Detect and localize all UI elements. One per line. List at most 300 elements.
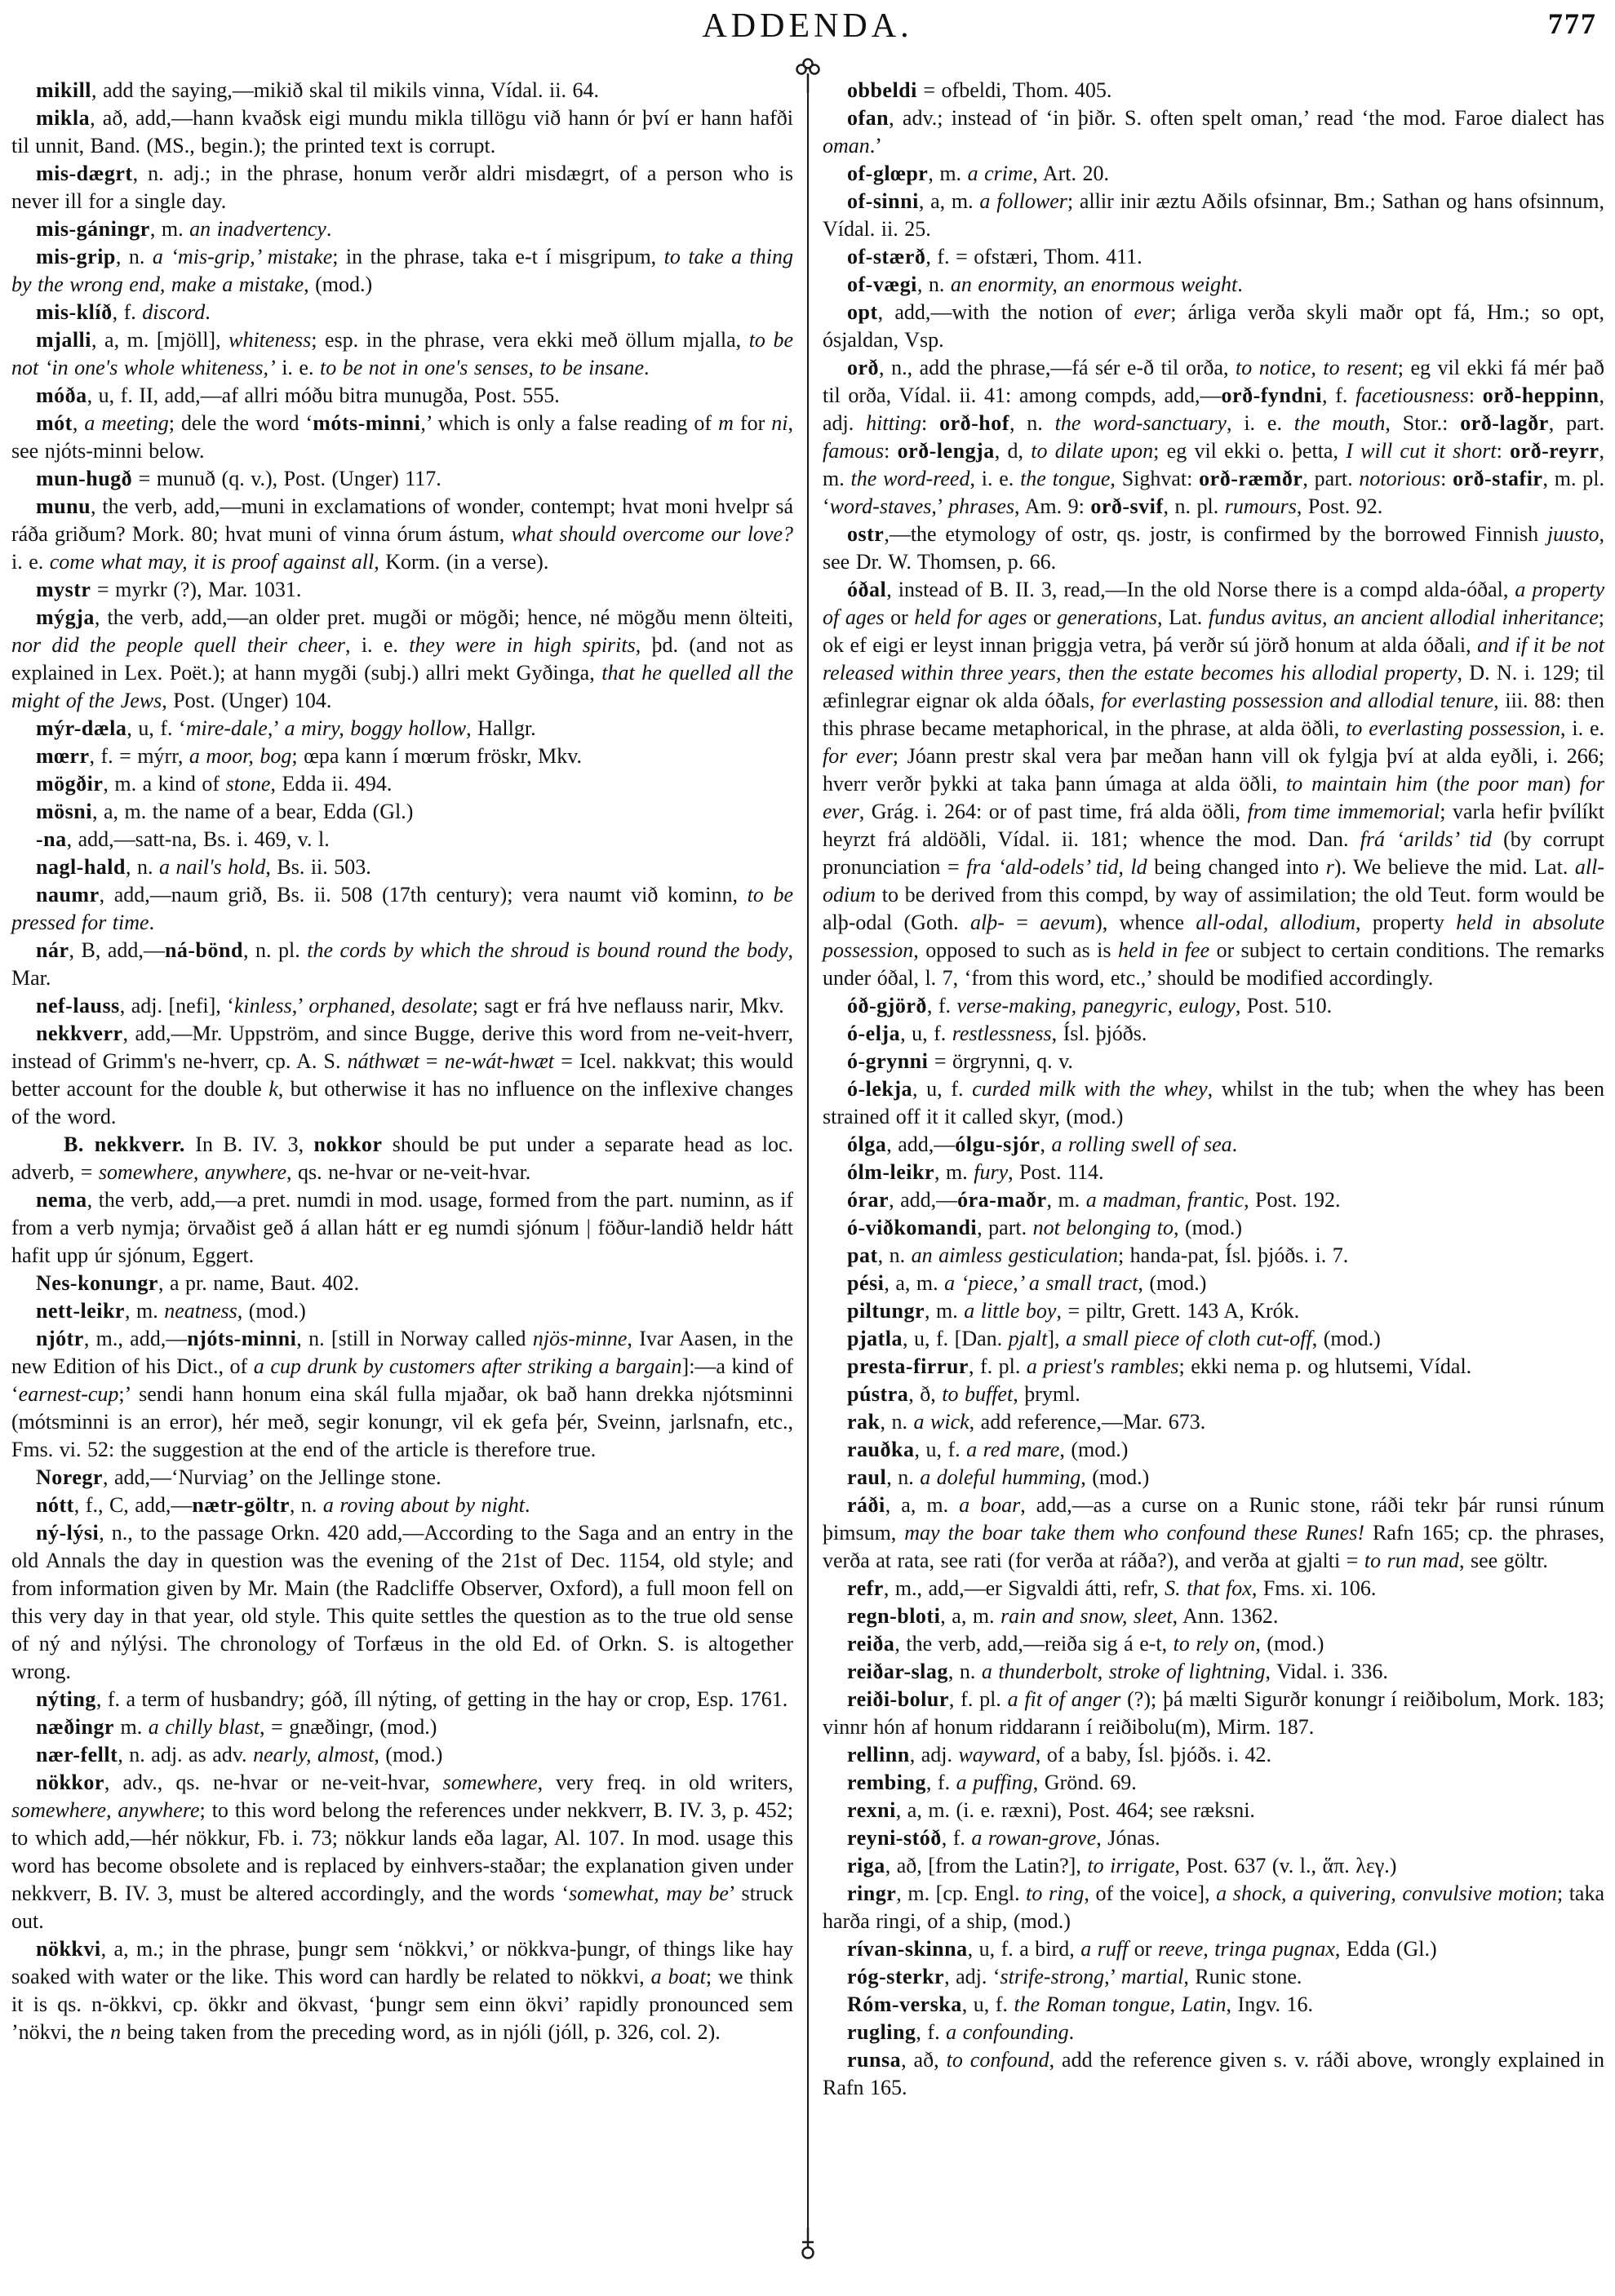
gloss-italic: a crime xyxy=(967,162,1033,185)
gloss-italic: to take a thing by the wrong end, make a mistake xyxy=(11,245,794,296)
dictionary-entry: ó-grynni = örgrynni, q. v. xyxy=(847,1049,1073,1073)
column-right xyxy=(823,77,1604,2102)
headword: mis-gáningr xyxy=(36,217,150,241)
headword: pjatla xyxy=(847,1327,903,1350)
gloss-italic: frá ‘arilds’ tid xyxy=(1360,827,1492,851)
gloss-italic: for everlasting possession and allodial tenure xyxy=(1101,689,1494,712)
headword: piltungr xyxy=(847,1299,925,1323)
headword: mun-hugð xyxy=(36,467,133,490)
gloss-italic: to notice, to resent xyxy=(1236,356,1398,379)
gloss-italic: a priest's rambles xyxy=(1026,1354,1179,1378)
gloss-italic: to everlasting possession xyxy=(1346,716,1560,740)
headword: orð xyxy=(847,356,880,379)
column-divider-rule xyxy=(807,91,809,2232)
gloss-italic: náthwæt xyxy=(347,1049,419,1073)
gloss-italic: a chilly blast xyxy=(148,1715,260,1739)
dictionary-entry: Nes-konungr, a pr. name, Baut. 402. xyxy=(36,1271,360,1295)
gloss-italic: to be pressed for time xyxy=(11,883,794,934)
gloss-italic: k xyxy=(268,1077,278,1101)
gloss-italic: to buffet xyxy=(942,1382,1014,1406)
headword: riga xyxy=(847,1854,885,1877)
gloss-italic: for ever xyxy=(823,772,1604,823)
gloss-italic: all-odium xyxy=(823,855,1604,906)
gloss-italic: to rely on xyxy=(1173,1632,1256,1656)
headword: munu xyxy=(36,494,91,518)
headword: regn-bloti xyxy=(847,1604,941,1628)
headword: ráði xyxy=(847,1493,885,1517)
gloss-italic: a miry, boggy hollow xyxy=(284,716,467,740)
column-left xyxy=(11,77,793,2046)
gloss-italic: and if it be not released within three years, then the estate becomes his allodial property xyxy=(823,633,1604,685)
gloss-italic: a meeting xyxy=(84,411,169,435)
headword: nær-fellt xyxy=(36,1743,118,1766)
gloss-italic: a roving about by night xyxy=(322,1493,526,1517)
headword: orð-svif xyxy=(1090,494,1164,518)
dictionary-entry: mis-gáningr, m. an inadvertency. xyxy=(36,217,332,241)
gloss-italic: the mouth xyxy=(1293,411,1386,435)
headword: of-sinni xyxy=(847,189,919,213)
headword: róg-sterkr xyxy=(847,1965,945,1988)
dictionary-entry: of-glœpr, m. a crime, Art. 20. xyxy=(847,162,1109,185)
gloss-italic: a follower xyxy=(979,189,1067,213)
dictionary-entry: pjatla, u, f. [Dan. pjalt], a small piece of cloth cut-off, (mod.) xyxy=(847,1327,1381,1350)
dictionary-entry: ráði, a, m. a boar, add,—as a curse on a Runic stone, ráði tekr þár runsi rúnum þimsum, may the boar take them who confound these Runes! Rafn 165; cp. the phrases, verða at rata, see rati (for verða at ráða?), and verða at gjalti = to run mad, see göltr. xyxy=(823,1493,1605,1572)
gloss-italic: to confound xyxy=(946,2048,1049,2072)
dictionary-entry: ó-lekja, u, f. curded milk with the whey, whilst in the tub; when the whey has been strained off it it called skyr, (mod.) xyxy=(823,1077,1604,1128)
headword: óra-maðr xyxy=(957,1188,1047,1212)
dictionary-entry: mis-klíð, f. discord. xyxy=(36,300,211,324)
dictionary-entry: of-sinni, a, m. a follower; allir inir æztu Aðils ofsinnar, Bm.; Sathan og hans ofsinnum, Vídal. ii. 25. xyxy=(823,189,1604,241)
headword: rellinn xyxy=(847,1743,910,1766)
headword: rak xyxy=(847,1410,881,1434)
headword: nett-leikr xyxy=(36,1299,125,1323)
gloss-italic: to ring xyxy=(1026,1882,1085,1905)
gloss-italic: curded milk with the whey xyxy=(972,1077,1208,1101)
dictionary-entry: rívan-skinna, u, f. a bird, a ruff or reeve, tringa pugnax, Edda (Gl.) xyxy=(847,1937,1437,1961)
dictionary-entry: ó-viðkomandi, part. not belonging to, (mod.) xyxy=(847,1216,1243,1239)
headword: pústra xyxy=(847,1382,909,1406)
gloss-italic: an enormity, an enormous weight xyxy=(950,273,1238,296)
gloss-italic: orphaned, desolate xyxy=(308,994,473,1017)
gloss-italic: nor did the people quell their cheer xyxy=(11,633,346,657)
gloss-italic: r xyxy=(1325,855,1334,879)
dictionary-entry: reiða, the verb, add,—reiða sig á e-t, to rely on, (mod.) xyxy=(847,1632,1324,1656)
gloss-italic: a wick xyxy=(913,1410,969,1434)
headword: nýting xyxy=(36,1687,96,1711)
gloss-italic: notorious xyxy=(1359,467,1441,490)
gloss-italic: a puffing xyxy=(956,1771,1033,1794)
dictionary-entry: Noregr, add,—‘Nurviag’ on the Jellinge stone. xyxy=(36,1465,441,1489)
dictionary-entry: -na, add,—satt-na, Bs. i. 469, v. l. xyxy=(36,827,330,851)
dictionary-entry: næðingr m. a chilly blast, = gnæðingr, (mod.) xyxy=(36,1715,437,1739)
dictionary-entry: órar, add,—óra-maðr, m. a madman, frantic, Post. 192. xyxy=(847,1188,1341,1212)
headword: mjalli xyxy=(36,328,91,352)
gloss-italic: word-staves xyxy=(829,494,932,518)
gloss-italic: to run mad xyxy=(1364,1549,1459,1572)
dictionary-entry: njótr, m., add,—njóts-minni, n. [still in Norway called njös-minne, Ivar Aasen, in the new Edition of his Dict., of a cup drunk by customers after striking a bargain]:—a kind of ‘earnest-cup;’ sendi hann honum eina skál fulla mjaðar, ok bað hann drekka njótsminni (mótsminni is an error), hér með, segir konungr, vil ek gefa þér, Sveinn, jarlsnafn, etc., Fms. vi. 52: the suggestion at the end of the article is therefore true. xyxy=(11,1327,794,1461)
dictionary-entry: nagl-hald, n. a nail's hold, Bs. ii. 503. xyxy=(36,855,371,879)
headword: raul xyxy=(847,1465,887,1489)
dictionary-entry: pústra, ð, to buffet, þryml. xyxy=(847,1382,1080,1406)
gloss-italic: verse-making, panegyric, eulogy xyxy=(956,994,1236,1017)
dictionary-entry: regn-bloti, a, m. rain and snow, sleet, Ann. 1362. xyxy=(847,1604,1279,1628)
gloss-italic: mire-dale xyxy=(185,716,268,740)
gloss-italic: a rowan-grove xyxy=(971,1826,1097,1850)
headword: mis-klíð xyxy=(36,300,113,324)
headword: mót xyxy=(36,411,73,435)
gloss-italic: facetiousness xyxy=(1355,383,1469,407)
headword: móða xyxy=(36,383,87,407)
divider-ornament-bottom xyxy=(792,2227,823,2267)
dictionary-entry: reiðar-slag, n. a thunderbolt, stroke of lightning, Vidal. i. 336. xyxy=(847,1660,1388,1683)
dictionary-entry: presta-firrur, f. pl. a priest's rambles; ekki nema p. og hlutsemi, Vídal. xyxy=(847,1354,1472,1378)
dictionary-entry: naumr, add,—naum grið, Bs. ii. 508 (17th century); vera naumt við kominn, to be pressed for time. xyxy=(11,883,794,934)
gloss-italic: somewhere, anywhere xyxy=(98,1160,287,1184)
dictionary-entry: of-vægi, n. an enormity, an enormous weight. xyxy=(847,273,1243,296)
gloss-italic: I will cut it short xyxy=(1346,439,1497,463)
gloss-italic: aevum xyxy=(1040,911,1096,934)
gloss-italic: somewhere, anywhere xyxy=(11,1798,200,1822)
dictionary-entry: ó-elja, u, f. restlessness, Ísl. þjóðs. xyxy=(847,1022,1147,1045)
dictionary-entry: raul, n. a doleful humming, (mod.) xyxy=(847,1465,1150,1489)
dictionary-entry: orð, n., add the phrase,—fá sér e-ð til orða, to notice, to resent; eg vil ekki fá mér það til orða, Vídal. ii. 41: among compds, add,—orð-fyndni, f. facetiousness: orð-heppinn, adj. hitting: orð-hof, n. the word-sanctuary, i. e. the mouth, Stor.: orð-lagðr, part. famous: orð-lengja, d, to dilate upon; eg vil ekki o. þetta, I will cut it short: orð-reyrr, m. the word-reed, i. e. the tongue, Sighvat: orð-ræmðr, part. notorious: orð-stafir, m. pl. ‘word-staves,’ phrases, Am. 9: orð-svif, n. pl. rumours, Post. 92. xyxy=(823,356,1605,518)
gloss-italic: may the boar take them who confound these Runes! xyxy=(904,1521,1364,1545)
dictionary-entry: obbeldi = ofbeldi, Thom. 405. xyxy=(847,78,1112,102)
gloss-italic: for ever xyxy=(823,744,893,768)
gloss-italic: phrases xyxy=(948,494,1015,518)
gloss-italic: reeve, tringa pugnax xyxy=(1157,1937,1335,1961)
dictionary-entry: riga, að, [from the Latin?], to irrigate, Post. 637 (v. l., ἅπ. λεγ.) xyxy=(847,1854,1397,1877)
dictionary-entry: mis-dægrt, n. adj.; in the phrase, honum verðr aldri misdægrt, of a person who is never ill for a single day. xyxy=(11,162,793,213)
gloss-italic: the tongue xyxy=(1020,467,1111,490)
dictionary-entry: mjalli, a, m. [mjöll], whiteness; esp. in the phrase, vera ekki með öllum mjalla, to be not ‘in one's whole whiteness,’ i. e. to be not in one's senses, to be insane. xyxy=(11,328,794,379)
dictionary-entry: nef-lauss, adj. [nefi], ‘kinless,’ orphaned, desolate; sagt er frá hve neflauss narir, Mkv. xyxy=(36,994,784,1017)
gloss-italic: held in fee xyxy=(1117,938,1210,962)
dictionary-entry: nær-fellt, n. adj. as adv. nearly, almost, (mod.) xyxy=(36,1743,443,1766)
gloss-italic: a ‘piece,’ a small tract xyxy=(944,1271,1138,1295)
headword: reiða xyxy=(847,1632,895,1656)
gloss-italic: ni xyxy=(771,411,788,435)
headword: refr xyxy=(847,1576,884,1600)
dictionary-entry: pési, a, m. a ‘piece,’ a small tract, (mod.) xyxy=(847,1271,1207,1295)
dictionary-entry: mót, a meeting; dele the word ‘móts-minni,’ which is only a false reading of m for ni, see njóts-minni below. xyxy=(11,411,794,463)
dictionary-entry: rugling, f. a confounding. xyxy=(847,2020,1075,2044)
gloss-italic: S. that fox xyxy=(1165,1576,1252,1600)
headword: Noregr xyxy=(36,1465,103,1489)
headword: naumr xyxy=(36,883,100,906)
gloss-italic: a ‘mis-grip,’ mistake xyxy=(152,245,333,268)
gloss-italic: alþ- xyxy=(970,911,1005,934)
trefoil-finial-icon xyxy=(792,57,823,93)
dictionary-entry: ringr, m. [cp. Engl. to ring, of the voice], a shock, a quivering, convulsive motion; taka harða ringi, of a ship, (mod.) xyxy=(823,1882,1604,1933)
gloss-italic: an inadvertency xyxy=(189,217,326,241)
headword: ringr xyxy=(847,1882,897,1905)
dictionary-entry: runsa, að, to confound, add the reference given s. v. ráði above, wrongly explained in Rafn 165. xyxy=(823,2048,1605,2099)
headword: ó-viðkomandi xyxy=(847,1216,978,1239)
headword: reyni-stóð xyxy=(847,1826,942,1850)
dictionary-entry: mikill, add the saying,—mikið skal til mikils vinna, Vídal. ii. 64. xyxy=(36,78,599,102)
dictionary-entry: mis-grip, n. a ‘mis-grip,’ mistake; in the phrase, taka e-t í misgripum, to take a thing by the wrong end, make a mistake, (mod.) xyxy=(11,245,794,296)
headword: ný-lýsi xyxy=(36,1521,100,1545)
dictionary-entry: rexni, a, m. (i. e. ræxni), Post. 464; see ræksni. xyxy=(847,1798,1255,1822)
dictionary-entry: piltungr, m. a little boy, = piltr, Grett. 143 A, Krók. xyxy=(847,1299,1300,1323)
gloss-italic: restlessness xyxy=(952,1022,1052,1045)
gloss-italic: a nail's hold xyxy=(159,855,266,879)
headword: mystr xyxy=(36,578,91,601)
dictionary-entry: óðal, instead of B. II. 3, read,—In the old Norse there is a compd alda-óðal, a property of ages or held for ages or generations, Lat. fundus avitus, an ancient allodial inheritance; ok ef eigi er leyst innan þriggja vetra, þá verðr sú jörð honum at alda óðali, and if it be not released within three years, then the estate becomes his allodial property, D. N. i. 129; til æfinlegrar eignar ok alda óðals, for everlasting possession and allodial tenure, iii. 88: then this phrase became metaphorical, in the phrase, at alda öðli, to everlasting possession, i. e. for ever; Jóann prestr skal vera þar meðan hann vill ok fylgja því at alda eyðli, i. 266; hverr verðr þykki at taka þann úmaga at alda öðli, to maintain him (the poor man) for ever, Grág. i. 264: or of past time, frá alda öðli, from time immemorial; varla hefir þvílíkt heyrzt frá aldöðli, Vídal. ii. 181; whence the mod. Dan. frá ‘arilds’ tid (by corrupt pronunciation = fra ‘ald-odels’ tid, ld being changed into r). We believe the mid. Lat. all-odium to be derived from this compd, by way of assimilation; the old Teut. form would be alþ-odal (Goth. alþ- = aevum), whence all-odal, allodium, property held in absolute possession, opposed to such as is held in fee or subject to certain conditions. The remarks under óðal, l. 7, ‘from this word, etc.,’ should be modified accordingly. xyxy=(823,578,1605,990)
gloss-italic: a doleful humming xyxy=(920,1465,1081,1489)
headword: nökkvi xyxy=(36,1937,101,1961)
headword: óð-gjörð xyxy=(847,994,927,1017)
gloss-italic: fra ‘ald-odels’ tid, ld xyxy=(966,855,1147,879)
gloss-italic: juusto xyxy=(1546,522,1599,546)
headword: mýr-dæla xyxy=(36,716,127,740)
headword: ná-bönd xyxy=(164,938,243,962)
gloss-italic: somewhat, may be xyxy=(569,1882,729,1905)
headword: mis-grip xyxy=(36,245,116,268)
headword: ofan xyxy=(847,106,890,130)
dictionary-entry: mösni, a, m. the name of a bear, Edda (Gl.) xyxy=(36,800,414,823)
gloss-italic: m xyxy=(718,411,734,435)
headword: orð-lagðr xyxy=(1460,411,1549,435)
dictionary-entry: reiði-bolur, f. pl. a fit of anger (?); þá mælti Sigurðr konungr í reiðibolum, Mork. 183; vinnr hón af honum riddarann í reiðibolu(m), Mirm. 187. xyxy=(823,1687,1604,1739)
headword: rívan-skinna xyxy=(847,1937,968,1961)
dictionary-entry: nótt, f., C, add,—nætr-göltr, n. a roving about by night. xyxy=(36,1493,530,1517)
dictionary-entry: refr, m., add,—er Sigvaldi átti, refr, S. that fox, Fms. xi. 106. xyxy=(847,1576,1377,1600)
headword: njótr xyxy=(36,1327,84,1350)
gloss-italic: a boat xyxy=(650,1965,706,1988)
gloss-italic: n xyxy=(110,2020,122,2044)
headword: orð-stafir xyxy=(1453,467,1543,490)
dictionary-entry: rauðka, u, f. a red mare, (mod.) xyxy=(847,1438,1129,1461)
gloss-italic: a shock, a quivering, convulsive motion xyxy=(1216,1882,1557,1905)
headword: mœrr xyxy=(36,744,90,768)
headword: ó-grynni xyxy=(847,1049,929,1073)
gloss-italic: a thunderbolt, stroke of lightning xyxy=(981,1660,1266,1683)
gloss-italic: they were in high spirits xyxy=(409,633,636,657)
gloss-italic: generations xyxy=(1057,605,1158,629)
gloss-italic: the cords by which the shroud is bound round the body xyxy=(307,938,788,962)
gloss-italic: wayward xyxy=(958,1743,1036,1766)
gloss-italic: all-odal, allodium xyxy=(1196,911,1355,934)
headword: rauðka xyxy=(847,1438,915,1461)
headword: mýgja xyxy=(36,605,95,629)
headword: pési xyxy=(847,1271,885,1295)
dictionary-entry: opt, add,—with the notion of ever; árliga verða skyli maðr opt fá, Hm.; so opt, ósjaldan, Vsp. xyxy=(823,300,1605,352)
headword: presta-firrur xyxy=(847,1354,969,1378)
headword: nótt xyxy=(36,1493,74,1517)
dictionary-entry: nema, the verb, add,—a pret. numdi in mod. usage, formed from the part. numinn, as if from a verb nymja; örvaðist geð á allan hátt er eg numdi sjónum | föður-landið heldr hátt hafit upp úr sjónum, Eggert. xyxy=(11,1188,793,1267)
dictionary-entry: nökkor, adv., qs. ne-hvar or ne-veit-hvar, somewhere, very freq. in old writers, somewhere, anywhere; to this word belong the references under nekkverr, B. IV. 3, p. 452; to which add,—hér nökkur, Fb. i. 73; nökkur lands eða lagar, Al. 107. In mod. usage this word has become obsolete and is replaced by einhvers-staðar; the explanation given under nekkverr, B. IV. 3, must be altered accordingly, and the words ‘somewhat, may be’ struck out. xyxy=(11,1771,794,1933)
headword: reiðar-slag xyxy=(847,1660,948,1683)
gloss-italic: ne-wát-hwæt xyxy=(444,1049,555,1073)
dictionary-entry: mun-hugð = munuð (q. v.), Post. (Unger) 117. xyxy=(36,467,441,490)
gloss-italic: a red mare xyxy=(966,1438,1060,1461)
headword: nema xyxy=(36,1188,87,1212)
orb-finial-icon xyxy=(792,2227,823,2263)
gloss-italic: a madman, frantic xyxy=(1085,1188,1245,1212)
gloss-italic: oman xyxy=(823,134,870,157)
gloss-italic: kinless xyxy=(233,994,292,1017)
dictionary-entry: mystr = myrkr (?), Mar. 1031. xyxy=(36,578,302,601)
gloss-italic: to maintain him xyxy=(1286,772,1428,796)
headword: rembing xyxy=(847,1771,926,1794)
gloss-italic: the Roman tongue, Latin xyxy=(1014,1992,1227,2016)
headword: mösni xyxy=(36,800,92,823)
gloss-italic: ever xyxy=(1134,300,1171,324)
gloss-italic: come what may, it is proof against all xyxy=(49,550,375,574)
gloss-italic: held in absolute possession xyxy=(823,911,1605,962)
headword: nef-lauss xyxy=(36,994,120,1017)
gloss-italic: to irrigate xyxy=(1087,1854,1175,1877)
gloss-italic: to dilate upon xyxy=(1031,439,1154,463)
headword: ó-lekja xyxy=(847,1077,913,1101)
gloss-italic: what should overcome our love? xyxy=(511,522,793,546)
gloss-italic: an aimless gesticulation xyxy=(911,1243,1118,1267)
gloss-italic: not belonging to xyxy=(1032,1216,1174,1239)
dictionary-entry: ofan, adv.; instead of ‘in þiðr. S. often spelt oman,’ read ‘the mod. Faroe dialect has oman.’ xyxy=(823,106,1604,157)
gloss-italic: a fit of anger xyxy=(1007,1687,1121,1711)
headword: ostr xyxy=(847,522,885,546)
headword: mikill xyxy=(36,78,92,102)
gloss-italic: the word-reed xyxy=(850,467,970,490)
headword: rugling xyxy=(847,2020,916,2044)
gloss-italic: whiteness xyxy=(228,328,312,352)
dictionary-entry: ólga, add,—ólgu-sjór, a rolling swell of sea. xyxy=(847,1132,1238,1156)
dictionary-entry: B. nekkverr. In B. IV. 3, nokkor should be put under a separate head as loc. adverb, = somewhere, anywhere, qs. ne-hvar or ne-veit-hvar. xyxy=(11,1132,793,1184)
headword: -na xyxy=(36,827,67,851)
headword: pat xyxy=(847,1243,878,1267)
gloss-italic: famous xyxy=(823,439,885,463)
gloss-italic: somewhere xyxy=(442,1771,538,1794)
headword: ólgu-sjór xyxy=(955,1132,1040,1156)
gloss-italic: rumours xyxy=(1224,494,1297,518)
dictionary-entry: nár, B, add,—ná-bönd, n. pl. the cords by which the shroud is bound round the body, Mar. xyxy=(11,938,793,990)
gloss-italic: the poor man xyxy=(1443,772,1564,796)
headword: Nes-konungr xyxy=(36,1271,158,1295)
gloss-italic: that he quelled all the might of the Jews xyxy=(11,661,793,712)
dictionary-entry: nökkvi, a, m.; in the phrase, þungr sem ‘nökkvi,’ or nökkva-þungr, of things like hay soaked with water or the like. This word can hardly be related to nökkvi, a boat; we think it is qs. n-ökkvi, cp. ökkr and ökvast, ‘þungr sem einn ökvi’ rapidly pronounced sem ’nökvi, the n being taken from the preceding word, as in njóli (jóll, p. 326, col. 2). xyxy=(11,1937,793,2044)
headword: orð-heppinn xyxy=(1482,383,1599,407)
headword: mögðir xyxy=(36,772,104,796)
headword: mikla xyxy=(36,106,91,130)
gloss-italic: a property of ages xyxy=(823,578,1604,629)
headword: orð-hof xyxy=(939,411,1009,435)
dictionary-entry: reyni-stóð, f. a rowan-grove, Jónas. xyxy=(847,1826,1160,1850)
headword: rexni xyxy=(847,1798,896,1822)
headword: B. nekkverr. xyxy=(64,1132,185,1156)
gloss-italic: a small piece of cloth cut-off xyxy=(1065,1327,1312,1350)
headword: runsa xyxy=(847,2048,902,2072)
gloss-italic: earnest-cup xyxy=(18,1382,119,1406)
headword: of-vægi xyxy=(847,273,917,296)
dictionary-entry: óð-gjörð, f. verse-making, panegyric, eulogy, Post. 510. xyxy=(847,994,1333,1017)
dictionary-entry: nett-leikr, m. neatness, (mod.) xyxy=(36,1299,306,1323)
headword: orð-fyndni xyxy=(1221,383,1323,407)
headword: nár xyxy=(36,938,69,962)
headword: nökkor xyxy=(36,1771,104,1794)
gloss-italic: to be not in one's senses, to be insane xyxy=(319,356,644,379)
gloss-italic: a moor, bog xyxy=(189,744,292,768)
dictionary-entry: rellinn, adj. wayward, of a baby, Ísl. þjóðs. i. 42. xyxy=(847,1743,1271,1766)
gloss-italic: a ruff xyxy=(1080,1937,1129,1961)
headword: óðal xyxy=(847,578,887,601)
gloss-italic: strife-strong xyxy=(1000,1965,1105,1988)
gloss-italic: to be not ‘in one's whole whiteness,’ xyxy=(11,328,794,379)
dictionary-entry: of-stærð, f. = ofstæri, Thom. 411. xyxy=(847,245,1142,268)
dictionary-entry: mýr-dæla, u, f. ‘mire-dale,’ a miry, boggy hollow, Hallgr. xyxy=(36,716,536,740)
dictionary-entry: nýting, f. a term of husbandry; góð, íll nýting, of getting in the hay or crop, Esp. 1761. xyxy=(36,1687,788,1711)
dictionary-entry: pat, n. an aimless gesticulation; handa-pat, Ísl. þjóðs. i. 7. xyxy=(847,1243,1349,1267)
dictionary-entry: ólm-leikr, m. fury, Post. 114. xyxy=(847,1160,1104,1184)
headword: njóts-minni xyxy=(187,1327,297,1350)
headword: nætr-göltr xyxy=(192,1493,290,1517)
dictionary-entry: Róm-verska, u, f. the Roman tongue, Latin, Ingv. 16. xyxy=(847,1992,1314,2016)
headword: ólga xyxy=(847,1132,887,1156)
dictionary-entry: mikla, að, add,—hann kvaðsk eigi mundu mikla tillögu við hann ór því er hann hafði til unnit, Band. (MS., begin.); the printed text is corrupt. xyxy=(11,106,793,157)
headword: næðingr xyxy=(36,1715,114,1739)
dictionary-entry: ostr,—the etymology of ostr, qs. jostr, is confirmed by the borrowed Finnish juusto, see Dr. W. Thomsen, p. 66. xyxy=(823,522,1604,574)
headword: orð-reyrr xyxy=(1510,439,1599,463)
gloss-italic: a little boy xyxy=(964,1299,1057,1323)
gloss-italic: the word-sanctuary xyxy=(1054,411,1227,435)
dictionary-entry: mögðir, m. a kind of stone, Edda ii. 494. xyxy=(36,772,393,796)
gloss-italic: nearly, almost xyxy=(253,1743,375,1766)
gloss-italic: fury xyxy=(974,1160,1009,1184)
gloss-italic: martial xyxy=(1120,1965,1184,1988)
dictionary-entry: mœrr, f. = mýrr, a moor, bog; œpa kann í mœrum fröskr, Mkv. xyxy=(36,744,583,768)
headword: nekkverr xyxy=(36,1022,123,1045)
dictionary-entry: munu, the verb, add,—muni in exclamations of wonder, contempt; hvat moni hvelpr sá ráða griðum? Mork. 80; hvat muni of vinna órum ástum, what should overcome our love? i. e. come what may, it is proof against all, Korm. (in a verse). xyxy=(11,494,793,574)
headword: órar xyxy=(847,1188,890,1212)
headword: móts-minni xyxy=(313,411,421,435)
headword: orð-ræmðr xyxy=(1199,467,1303,490)
page-number: 777 xyxy=(1548,7,1597,40)
gloss-italic: discord xyxy=(142,300,206,324)
headword: obbeldi xyxy=(847,78,917,102)
headword: of-glœpr xyxy=(847,162,929,185)
headword: nagl-hald xyxy=(36,855,126,879)
dictionary-entry: ný-lýsi, n., to the passage Orkn. 420 add,—According to the Saga and an entry in the old Annals the day in question was the evening of the 21st of Dec. 1154, old style; and from information given by Mr. Main (the Radcliffe Observer, Oxford), a full moon fell on this very day in that year, old style. This quite settles the question as to the true old sense of ný and nýlýsi. The chronology of Torfæus in the old Ed. of Orkn. S. is altogether wrong. xyxy=(11,1521,793,1683)
gloss-italic: njös-minne xyxy=(532,1327,628,1350)
dictionary-entry: mýgja, the verb, add,—an older pret. mugði or mögði; hence, né mögðu menn ölteiti, nor did the people quell their cheer, i. e. they were in high spirits, þd. (and not as explained in Lex. Poët.); at hann mygði (subj.) allri mekt Gyðinga, that he quelled all the might of the Jews, Post. (Unger) 104. xyxy=(11,605,793,712)
page-title: ADDENDA. xyxy=(702,7,913,45)
dictionary-entry: móða, u, f. II, add,—af allri móðu bitra munugða, Post. 555. xyxy=(36,383,560,407)
gloss-italic: neatness xyxy=(164,1299,237,1323)
gloss-italic: stone xyxy=(225,772,271,796)
headword: mis-dægrt xyxy=(36,162,133,185)
headword: reiði-bolur xyxy=(847,1687,949,1711)
gloss-italic: a cup drunk by customers after striking a bargain xyxy=(253,1354,682,1378)
gloss-italic: from time immemorial xyxy=(1247,800,1440,823)
gloss-italic: rain and snow, sleet xyxy=(1001,1604,1173,1628)
gloss-italic: hitting xyxy=(866,411,922,435)
headword: of-stærð xyxy=(847,245,926,268)
gloss-italic: a boar xyxy=(959,1493,1021,1517)
headword: orð-lengja xyxy=(897,439,995,463)
dictionary-entry: rembing, f. a puffing, Grönd. 69. xyxy=(847,1771,1137,1794)
gloss-italic: held for ages xyxy=(914,605,1027,629)
gloss-italic: a rolling swell of sea xyxy=(1051,1132,1232,1156)
headword: nokkor xyxy=(313,1132,383,1156)
dictionary-entry: rak, n. a wick, add reference,—Mar. 673. xyxy=(847,1410,1206,1434)
headword: ólm-leikr xyxy=(847,1160,935,1184)
headword: opt xyxy=(847,300,878,324)
headword: Róm-verska xyxy=(847,1992,962,2016)
gloss-italic: a confounding xyxy=(946,2020,1069,2044)
dictionary-entry: nekkverr, add,—Mr. Uppström, and since Bugge, derive this word from ne-veit-hverr, instead of Grimm's ne-hverr, cp. A. S. náthwæt = ne-wát-hwæt = Icel. nakkvat; this would better account for the double k, but otherwise it has no influence on the inflexive changes of the word. xyxy=(11,1022,793,1128)
headword: ó-elja xyxy=(847,1022,901,1045)
